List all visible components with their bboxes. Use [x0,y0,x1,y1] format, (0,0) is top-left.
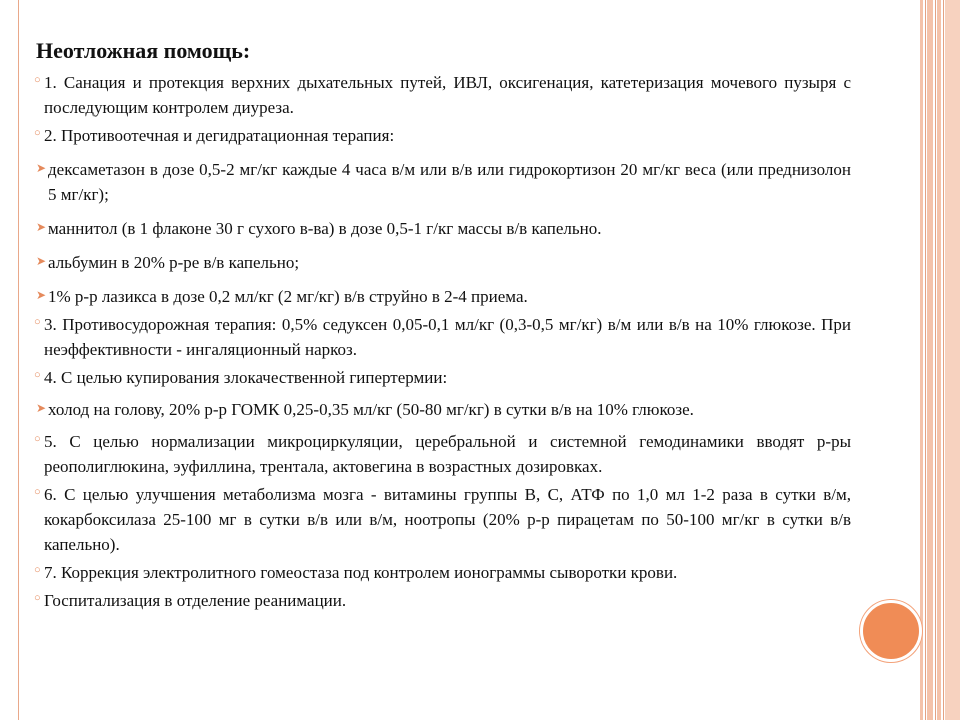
list-item: ○ 4. С целью купирования злокачественной гипертермии: [36,365,851,390]
list-item: ➤ альбумин в 20% р-ре в/в капельно; [36,250,851,275]
right-decorative-frame [918,0,960,720]
list-item: ○ 2. Противоотечная и дегидратационная терапия: [36,123,851,148]
ring-bullet-icon: ○ [34,564,41,576]
list-item: ○ 1. Санация и протекция верхних дыхательных путей, ИВЛ, оксигенация, катетеризация мочевого пузыря с последующим контролем диуреза. [36,70,851,120]
list-item: ○ 5. С целью нормализации микроциркуляции, церебральной и системной гемодинамики вводят р-ры реополиглюкина, эуфиллина, трентала, актовегина в возрастных дозировках. [36,429,851,479]
ring-bullet-icon: ○ [34,127,41,139]
ring-bullet-icon: ○ [34,433,41,445]
list-item: ➤ дексаметазон в дозе 0,5-2 мг/кг каждые 4 часа в/м или в/в или гидрокортизон 20 мг/кг веса (или преднизолон 5 мг/кг); [36,157,851,207]
ring-bullet-icon: ○ [34,592,41,604]
arrow-bullet-icon: ➤ [36,161,47,175]
list-item: ○ Госпитализация в отделение реанимации. [36,588,851,613]
ring-bullet-icon: ○ [34,316,41,328]
list-item: ○ 6. С целью улучшения метаболизма мозга - витамины группы В, С, АТФ по 1,0 мл 1-2 раза в сутки в/м, кокарбоксилаза 25-100 мг в сутки в/в или в/м, ноотропы (20% р-р пирацетам по 50-100 мг/кг в сутки в/в капельно). [36,482,851,557]
list-item: ○ 7. Коррекция электролитного гомеостаза под контролем ионограммы сыворотки крови. [36,560,851,585]
arrow-bullet-icon: ➤ [36,220,47,234]
arrow-bullet-icon: ➤ [36,288,47,302]
list-item: ➤ 1% р-р лазикса в дозе 0,2 мл/кг (2 мг/кг) в/в струйно в 2-4 приема. [36,284,851,309]
list-item: ➤ холод на голову, 20% р-р ГОМК 0,25-0,35 мл/кг (50-80 мг/кг) в сутки в/в на 10% глюкозе. [36,397,851,422]
slide-content [36,36,851,613]
ring-bullet-icon: ○ [34,486,41,498]
decorative-circle-icon [860,600,922,662]
slide-title: Неотложная помощь: [36,38,251,63]
list-item: ○ 3. Противосудорожная терапия: 0,5% седуксен 0,05-0,1 мл/кг (0,3-0,5 мг/кг) в/м или в/в на 10% глюкозе. При неэффективности - ингаляционный наркоз. [36,312,851,362]
left-decorative-line [18,0,19,720]
arrow-bullet-icon: ➤ [36,401,47,415]
ring-bullet-icon: ○ [34,74,41,86]
ring-bullet-icon: ○ [34,369,41,381]
list-item: ➤ маннитол (в 1 флаконе 30 г сухого в-ва) в дозе 0,5-1 г/кг массы в/в капельно. [36,216,851,241]
arrow-bullet-icon: ➤ [36,254,47,268]
